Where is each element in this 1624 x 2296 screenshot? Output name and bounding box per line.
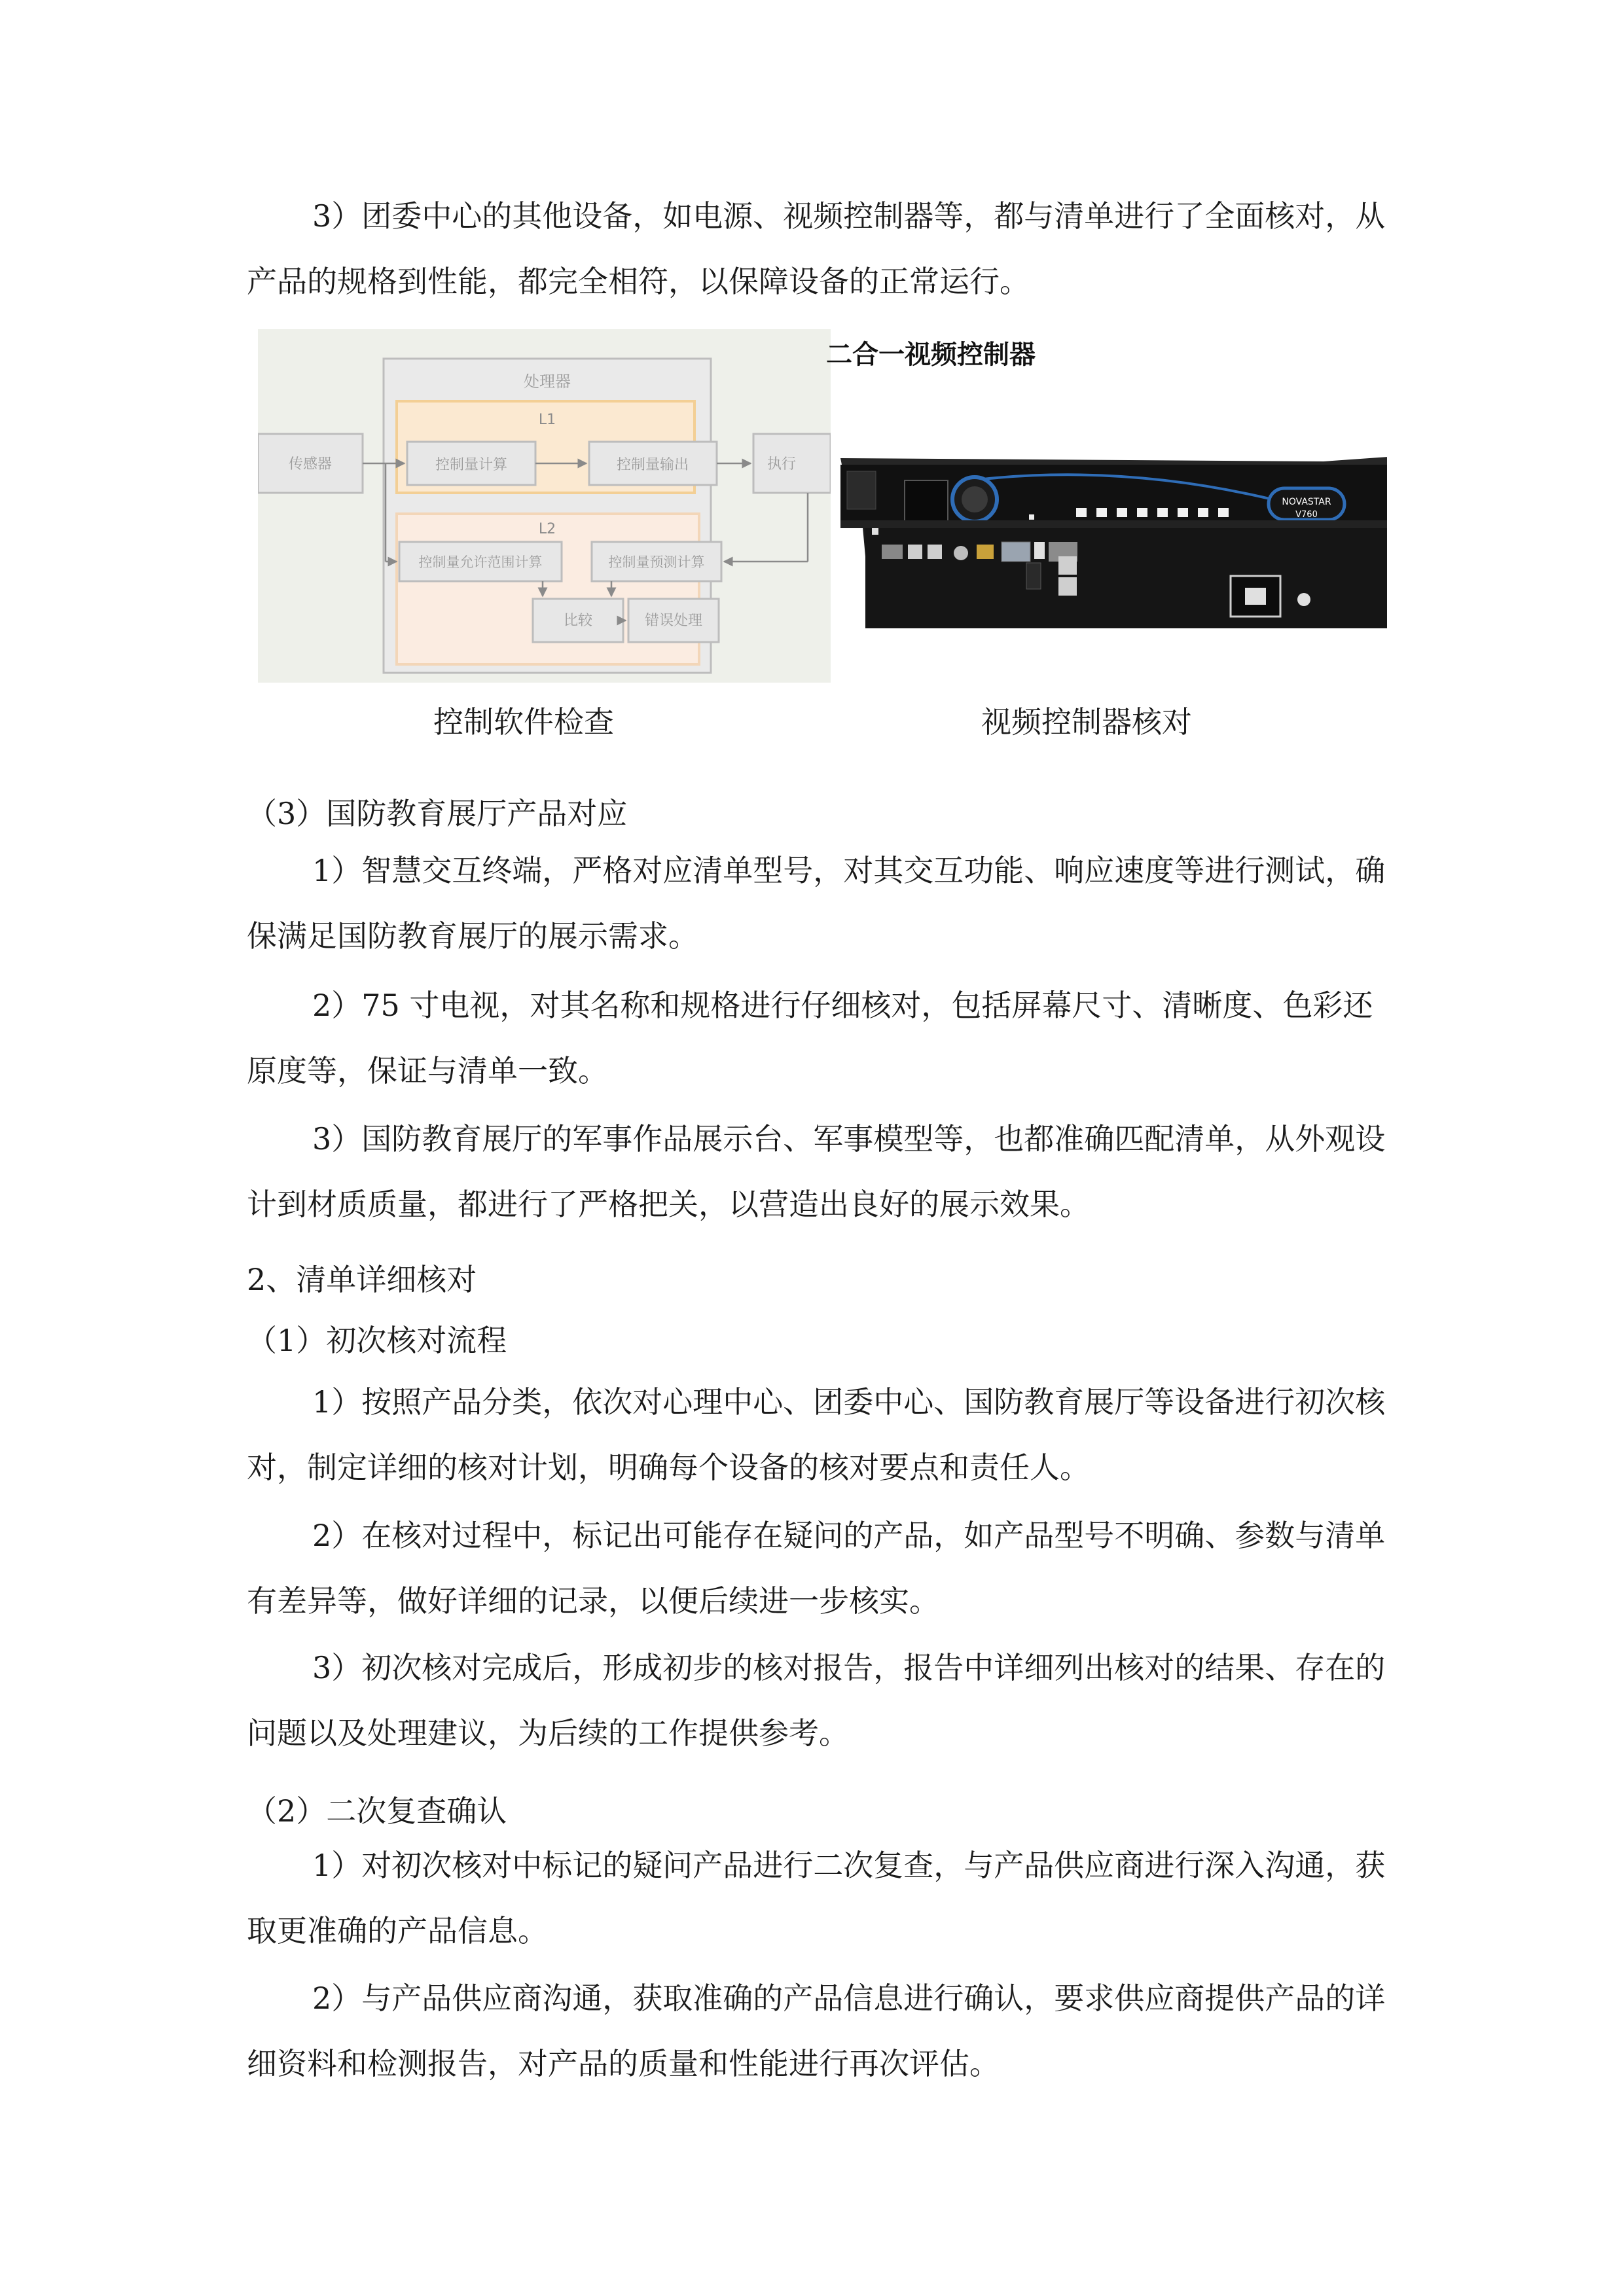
paragraph: 1）按照产品分类，依次对心理中心、团委中心、国防教育展厅等设备进行初次核对，制定详细的核对计划，明确每个设备的核对要点和责任人。 — [247, 1384, 1386, 1485]
control-software-diagram — [258, 329, 831, 683]
error-label: 错误处理 — [644, 613, 703, 629]
front-key — [1137, 508, 1147, 517]
front-key — [1076, 508, 1087, 517]
paragraph: 2）在核对过程中，标记出可能存在疑问的产品，如产品型号不明确、参数与清单有差异等，做好详细的记录，以便后续进一步核实。 — [247, 1518, 1386, 1619]
allow-range-label: 控制量允许范围计算 — [418, 554, 543, 570]
rear-port — [1026, 563, 1041, 589]
paragraph: 1）对初次核对中标记的疑问产品进行二次复查，与产品供应商进行深入沟通，获取更准确的产品信息。 — [247, 1848, 1386, 1948]
rear-port — [928, 545, 942, 559]
paragraph: 2）75 寸电视，对其名称和规格进行仔细核对，包括屏幕尺寸、清晰度、色彩还原度等，保证与清单一致。 — [247, 988, 1373, 1088]
section-heading: （3）国防教育展厅产品对应 — [247, 796, 628, 831]
figure-left-caption: 控制软件检查 — [433, 704, 614, 740]
l2-label: L2 — [538, 521, 556, 537]
actuator-label: 执行 — [767, 456, 797, 473]
lcd-screen — [905, 480, 948, 521]
paragraph: 3）团委中心的其他设备，如电源、视频控制器等，都与清单进行了全面核对，从产品的规格到性能，都完全相符，以保障设备的正常运行。 — [247, 198, 1386, 299]
compare-label: 比较 — [563, 613, 593, 629]
power-rocker — [847, 471, 876, 509]
rear-port — [882, 545, 903, 559]
front-key — [1029, 514, 1034, 520]
front-key — [1117, 508, 1127, 517]
calc-label: 控制量计算 — [435, 457, 508, 473]
flow-diagram-svg — [258, 329, 831, 683]
front-panel-edge — [840, 520, 1387, 528]
section-heading: （2）二次复查确认 — [247, 1793, 507, 1829]
section-heading: （1）初次核对流程 — [247, 1323, 507, 1358]
output-label: 控制量输出 — [616, 457, 689, 473]
knob-center — [962, 486, 988, 512]
rear-led — [872, 528, 878, 535]
front-key — [1096, 508, 1107, 517]
rear-port — [908, 545, 922, 559]
rear-ethernet-port — [1058, 577, 1077, 596]
front-key — [1178, 508, 1188, 517]
controller-title: 二合一视频控制器 — [826, 340, 1036, 370]
predict-label: 控制量预测计算 — [608, 554, 705, 570]
figure-right-caption: 视频控制器核对 — [981, 704, 1192, 740]
power-switch — [1297, 593, 1310, 606]
paragraph: 3）初次核对完成后，形成初步的核对报告，报告中详细列出核对的结果、存在的问题以及处理建议，为后续的工作提供参考。 — [247, 1650, 1386, 1751]
rear-port — [1034, 542, 1045, 559]
video-controller-svg — [826, 334, 1387, 661]
front-key — [1218, 508, 1229, 517]
front-key — [1198, 508, 1208, 517]
l1-label: L1 — [538, 412, 556, 428]
sensor-label: 传感器 — [288, 456, 333, 473]
rear-ethernet-port — [1058, 556, 1077, 575]
rear-port — [977, 545, 994, 559]
rear-panel — [865, 514, 1387, 628]
paragraph: 3）国防教育展厅的军事作品展示台、军事模型等，也都准确匹配清单，从外观设计到材质质量，都进行了严格把关，以营造出良好的展示效果。 — [247, 1121, 1386, 1222]
video-controller-figure — [826, 334, 1387, 661]
rear-jack — [954, 546, 968, 560]
rear-vga-port — [1001, 542, 1030, 562]
front-key — [1157, 508, 1168, 517]
brand-label: NOVASTAR — [1282, 497, 1331, 507]
power-socket-inner — [1245, 588, 1266, 605]
paragraph: 2）与产品供应商沟通，获取准确的产品信息进行确认，要求供应商提供产品的详细资料和检测报告，对产品的质量和性能进行再次评估。 — [247, 1981, 1386, 2081]
section-heading: 2、清单详细核对 — [247, 1262, 477, 1297]
paragraph: 1）智慧交互终端，严格对应清单型号，对其交互功能、响应速度等进行测试，确保满足国防教育展厅的展示需求。 — [247, 853, 1386, 954]
model-label: V760 — [1295, 510, 1318, 520]
processor-label: 处理器 — [524, 372, 571, 391]
